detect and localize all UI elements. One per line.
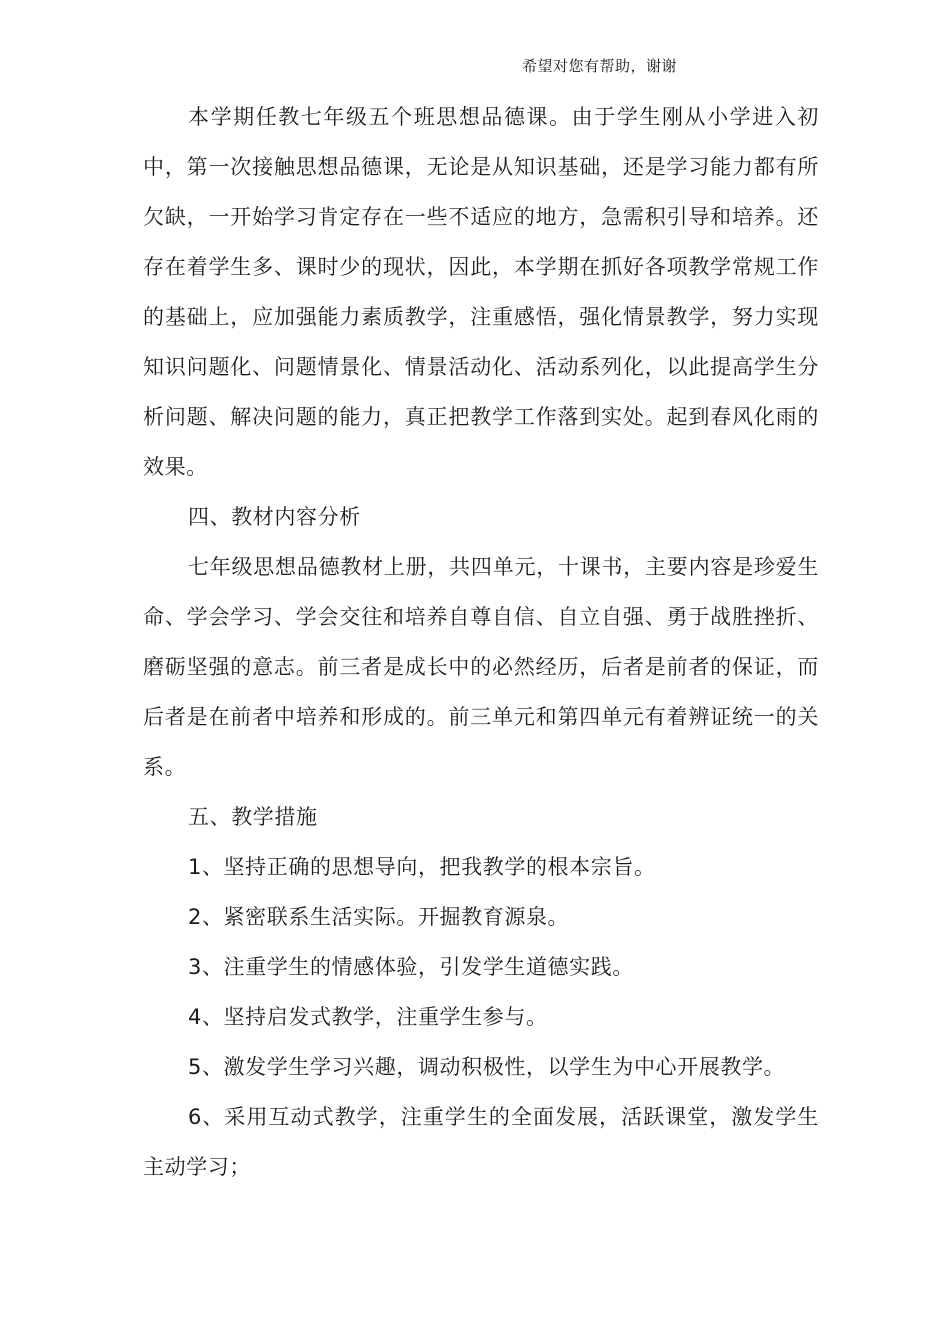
- section-heading-teaching-measures: 五、教学措施: [188, 805, 318, 829]
- measure-item-6: 6、采用互动式教学，注重学生的全面发展，活跃课堂，激发学生主动学习；: [143, 1105, 819, 1179]
- document-body: [143, 92, 819, 1192]
- section-heading-textbook-analysis: 四、教材内容分析: [188, 505, 361, 529]
- measure-item-5: 5、激发学生学习兴趣，调动积极性，以学生为中心开展教学。: [188, 1055, 786, 1079]
- header-note: 希望对您有帮助，谢谢: [522, 57, 678, 75]
- measure-item-4: 4、坚持启发式教学，注重学生参与。: [188, 1005, 548, 1029]
- measure-item-1: 1、坚持正确的思想导向，把我教学的根本宗旨。: [188, 855, 656, 879]
- paragraph-textbook-content: 七年级思想品德教材上册，共四单元，十课书，主要内容是珍爱生命、学会学习、学会交往和培养自尊自信、自立自强、勇于战胜挫折、磨砺坚强的意志。前三者是成长中的必然经历，后者是前者的保证，而后者是在前者中培养和形成的。前三单元和第四单元有着辨证统一的关系。: [143, 555, 819, 779]
- paragraph-intro: 本学期任教七年级五个班思想品德课。由于学生刚从小学进入初中，第一次接触思想品德课，无论是从知识基础，还是学习能力都有所欠缺，一开始学习肯定存在一些不适应的地方，急需积引导和培养。还存在着学生多、课时少的现状，因此，本学期在抓好各项教学常规工作的基础上，应加强能力素质教学，注重感悟，强化情景教学，努力实现知识问题化、问题情景化、情景活动化、活动系列化，以此提高学生分析问题、解决问题的能力，真正把教学工作落到实处。起到春风化雨的效果。: [143, 105, 819, 479]
- measure-item-3: 3、注重学生的情感体验，引发学生道德实践。: [188, 955, 634, 979]
- measure-item-2: 2、紧密联系生活实际。开掘教育源泉。: [188, 905, 570, 929]
